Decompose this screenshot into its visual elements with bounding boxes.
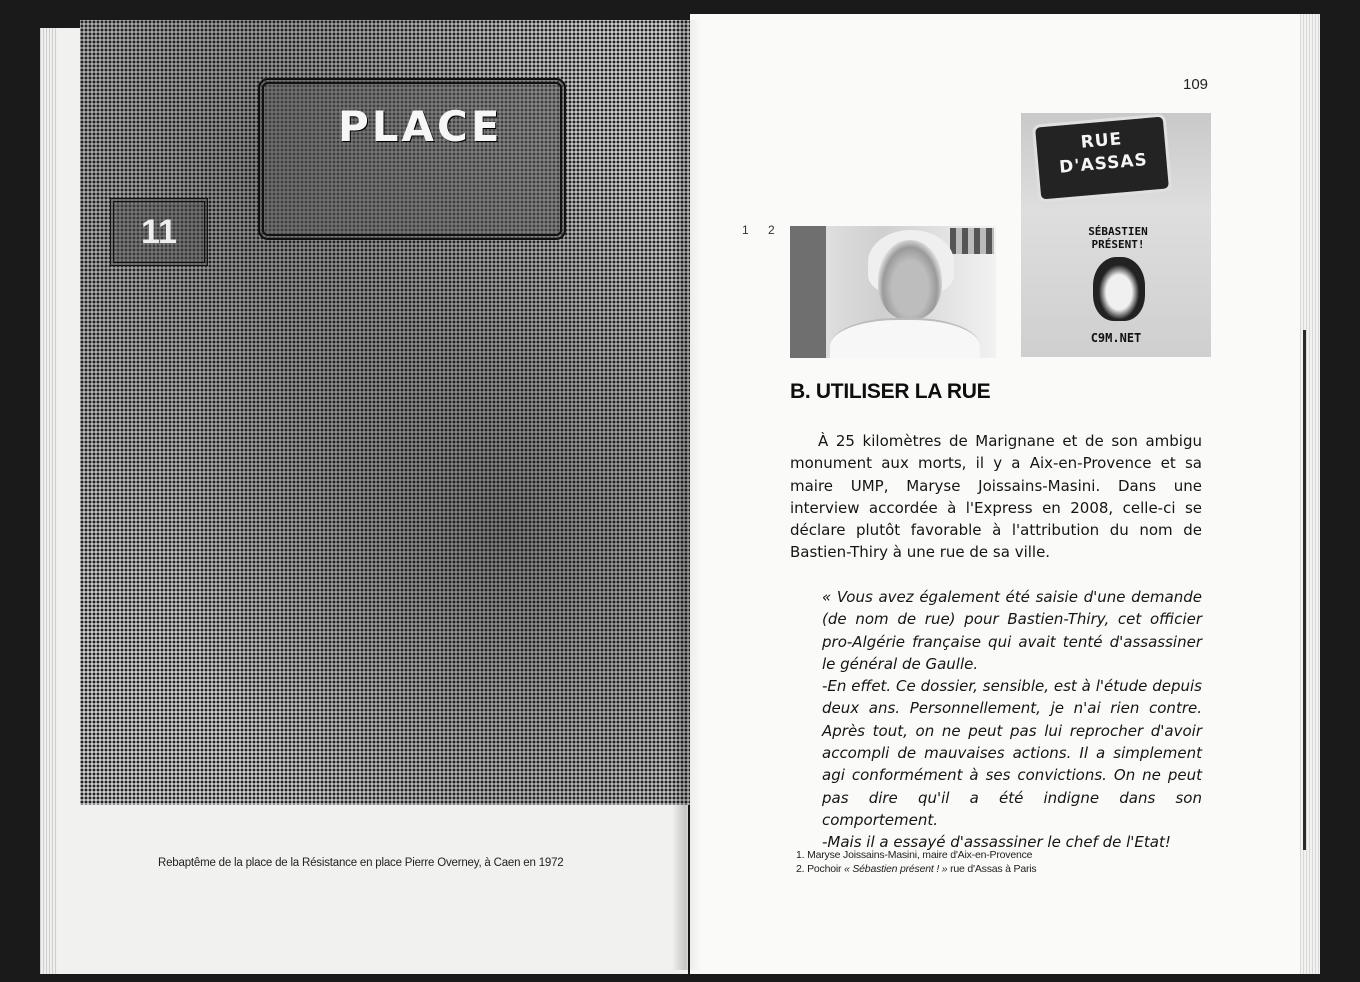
portrait-face [878, 240, 942, 320]
portrait-background [790, 226, 826, 358]
footnote-2 [796, 862, 1036, 876]
body-paragraph: À 25 kilomètres de Marignane et de son ambigu monument aux morts, il y a Aix-en-Provence et sa maire UMP, Maryse Joissains-Masini. Dans une interview accordée à l'Express en 2008, celle-ci se déclare plutôt favorable à l'attribution du nom de Bastien-Thiry à une rue de sa ville. [790, 432, 1202, 562]
photo-caption: Rebaptême de la place de la Résistance en place Pierre Overney, à Caen en 1972 [158, 857, 564, 869]
book-gutter [672, 20, 702, 970]
footnotes [796, 848, 1036, 876]
portrait-background-detail [950, 228, 994, 254]
portrait-shoulders [830, 318, 980, 358]
portrait-photo [790, 226, 996, 358]
footnote-1: 1. Maryse Joissains-Masini, maire d'Aix-en-Provence [796, 849, 1033, 861]
plate-line-2: D'ASSAS [1058, 150, 1149, 178]
figure-numbers: 1 2 [742, 223, 783, 237]
stencil-slogan [1073, 225, 1163, 251]
rue-assas-plate [1032, 113, 1172, 202]
plate-line-1: RUE [1079, 129, 1124, 153]
street-sign-text: PLACE [338, 102, 503, 151]
section-title: B. UTILISER LA RUE [790, 380, 991, 403]
page-edge-mark [1303, 330, 1306, 850]
stencil-portrait [1093, 257, 1145, 321]
quote-question: « Vous avez également été saisie d'une demande (de nom de rue) pour Bastien-Thiry, cet officier pro-Algérie française qui avait tenté d'assassiner le général de Gaulle. [822, 588, 1202, 673]
rue-assas-plate-text [1046, 125, 1160, 180]
stencil-line-2: PRÉSENT! [1091, 238, 1145, 251]
interview-quote [822, 586, 1202, 854]
halftone-photo-place [80, 20, 690, 805]
footnote-2-suffix: rue d'Assas à Paris [947, 863, 1037, 875]
stencil-url: C9M.NET [1090, 331, 1142, 345]
footnote-2-title: « Sébastien présent ! » [844, 863, 948, 875]
page-number: 109 [1183, 76, 1209, 93]
quote-reply: -Mais il a essayé d'assassiner le chef de l'Etat! [822, 833, 1171, 852]
quote-answer: -En effet. Ce dossier, sensible, est à l'étude depuis deux ans. Personnellement, je n'ai rien contre. Après tout, on ne peut pas lui reprocher d'avoir accompli de mauvaises actions. Il a simplement agi conformément à ses convictions. On ne peut pas dire qu'il a été indigne dans son comportement. [822, 677, 1202, 829]
footnote-2-prefix: 2. Pochoir [796, 863, 844, 875]
stencil-photo [1021, 113, 1211, 357]
stencil-line-1: SÉBASTIEN [1088, 225, 1148, 238]
house-number-plate [110, 198, 208, 266]
left-page-edge [40, 28, 58, 974]
house-number-text: 11 [141, 213, 177, 251]
